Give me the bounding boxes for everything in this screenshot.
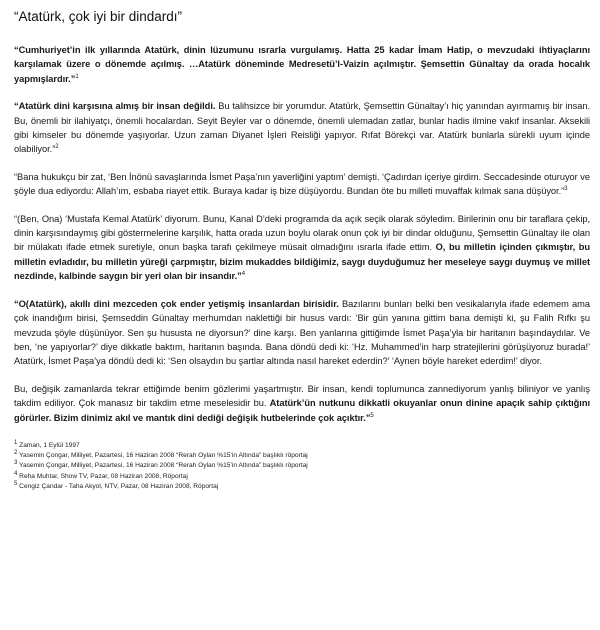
footnote-text: Zaman, 1 Eylül 1997 (17, 441, 80, 449)
footnote-number: 4 (14, 470, 18, 477)
footnote-number: 5 (14, 480, 18, 487)
bold-text: Atatürk’ün nutkunu dikkatli okuyanlar onun dinine apaçık sahip çıktığını görürler. Bizim dinimiz akıl ve mantık dini dediği değişik hutbelerinde çok açıktır.” (14, 398, 591, 423)
body-text: “(Ben, Ona) ‘Mustafa Kemal Atatürk’ diyorum. Bunu, Kanal D’deki programda da açık seçik olarak söyledim. Birilerinin onu bir taraflara çekip, dinin karşısındaymış gibi göstermelerine karşılık, hatta orada uzun boylu olarak onun çok iyi bir dindar olduğunu, Şemsettin Günaltay ile olan bir mülakatı ifade etmek suretiyle, onun başka tarafı çekilmeye müsait olmadığını ısrarla ifade ettim. (14, 213, 590, 253)
footnote (14, 461, 590, 471)
footnote-ref: 1 (75, 73, 79, 80)
footnote-ref: 4 (241, 271, 246, 278)
footnote-text: Cengiz Çandar - Taha Akyol, NTV, Pazar, 08 Haziran 2008, Röportaj (17, 482, 219, 490)
quote-paragraph (14, 382, 590, 425)
footnote-ref: 2 (55, 144, 59, 151)
body-text: Bu talihsizce bir yorumdur. Atatürk, Şemsettin Günaltay’ı hiç yanından ayırmamış bir insan. Bu, önemli bir ilahiyatçı, önemli hocalardan. Seyit Beyler var o dönemde, önemli ulemadan zatlar, bunlar hadis ilmine vakıf insanlar. Aksekili gibi kimseler bu dönemde yaşıyorlar. Uzun zaman Diyanet İşleri Reisliği yapıyor. Rıfat Börekçi var. Atatürk bunlarla sürekli uyum içinde olabiliyor.” (14, 101, 591, 155)
footnote-number: 2 (14, 449, 18, 456)
footnote-number: 1 (14, 439, 18, 446)
quote-paragraph (14, 99, 590, 157)
footnote-text: Reha Muhtar, Show TV, Pazar, 08 Haziran 2008, Röportaj (17, 472, 188, 480)
footnote (14, 482, 590, 492)
quote-paragraph (14, 297, 590, 369)
footnote-text: Yasemin Çongar, Milliyet, Pazartesi, 16 Haziran 2008 “Rerah Oylan %15’in Altında” başlıklı röportaj (17, 462, 308, 470)
quote-paragraphs (10, 43, 590, 425)
bold-text: “Atatürk dini karşısına almış bir insan değildi. (14, 101, 216, 112)
footnote-ref: 3 (564, 186, 568, 193)
footnote (14, 441, 590, 451)
footnote-number: 3 (14, 460, 18, 467)
body-text: Bazılarını bunları belki ben vesikalarıyla ifade edemem ama çok inandığım birisi, Şemseddin Günaltay merhumdan naklettiği bir husus vardı: ‘Bir gün yanına gittim bana demişti ki, şu Falih Rıfkı şu mevzuda şöyle düşünüyor. Sen şu hususta ne diyorsun?’ dine karşı. Ben yanlarına gittiğimde İsmet Paşa’yla bir haritanın başındaydılar. Ve ben, ‘ne yapıyorlar?’ diye dikkatle baktım, haritanın başında. Bana döndü dedi ki: ‘Hz. Muhammed’in harp stratejilerini görüşüyoruz burada!’ Atatürk, İsmet Paşa’ya döndü dedi ki: ‘Sen olsaydın bu şartlar altında nasıl hareket ederdin?’ ‘Aynen böyle hareket ederdim!’ diyor. (14, 298, 590, 367)
quote-paragraph (14, 212, 590, 284)
body-text: Bu, değişik zamanlarda tekrar ettiğimde benim gözlerimi yaşartmıştır. Bir insan, kendi toplumunca zannediyorum yanlış biliniyor ve yanlış takdim ediliyor. Çok manasız bir takdim etme meselesidir bu. (14, 383, 590, 409)
bold-text: O, bu milletin içinden çıkmıştır, bu milletin evladıdır, bu milletin yüreği çarpmıştır, bizim mukaddes bildiğimiz, saygı duyduğumuz her meseleye saygı duymuş ve millet nezdinde, kalbinde saygın bir yeri olan bir insandır.” (14, 242, 591, 282)
body-text: “Bana hukukçu bir zat, ‘Ben İnönü savaşlarında İsmet Paşa’nın yaverliğini yaptım’ demişti. ‘Çadırdan içeriye girdim. Seccadesinde oturuyor ve şöyle dua ediyordu: Allah’ım, esbaba riayet ettik. Buraya kadar iş bize düşüyordu. Bundan öte bu milleti muvaffak kılmak sana düşüyor.” (14, 171, 590, 197)
footnote-text: Yasemin Çongar, Milliyet, Pazartesi, 16 Haziran 2008 “Rerah Oylan %15’in Altında” başlıklı röportaj (17, 452, 308, 460)
document-title: “Atatürk, çok iyi bir dindardı” (14, 9, 183, 24)
quote-paragraph (14, 170, 590, 199)
quote-paragraph (14, 43, 590, 86)
footnote (14, 451, 590, 461)
footnote (14, 472, 590, 482)
bold-text: “Cumhuriyet’in ilk yıllarında Atatürk, dinin lüzumunu ısrarla vurgulamış. Hatta 25 kadar İmam Hatip, o mevzudaki ihtiyaçlarını karşılamak üzere o dönemde açılmış. …Atatürk döneminde Medresetü’l-Vaizin açılmıştır. Şemsettin Günaltay da orada hocalık yapmışlardır.” (14, 45, 590, 84)
bold-text: “O(Atatürk), akıllı dini mezceden çok ender yetişmiş insanlardan birisidir. (14, 298, 339, 309)
footnote-ref: 5 (370, 412, 374, 419)
footnotes (14, 441, 590, 492)
